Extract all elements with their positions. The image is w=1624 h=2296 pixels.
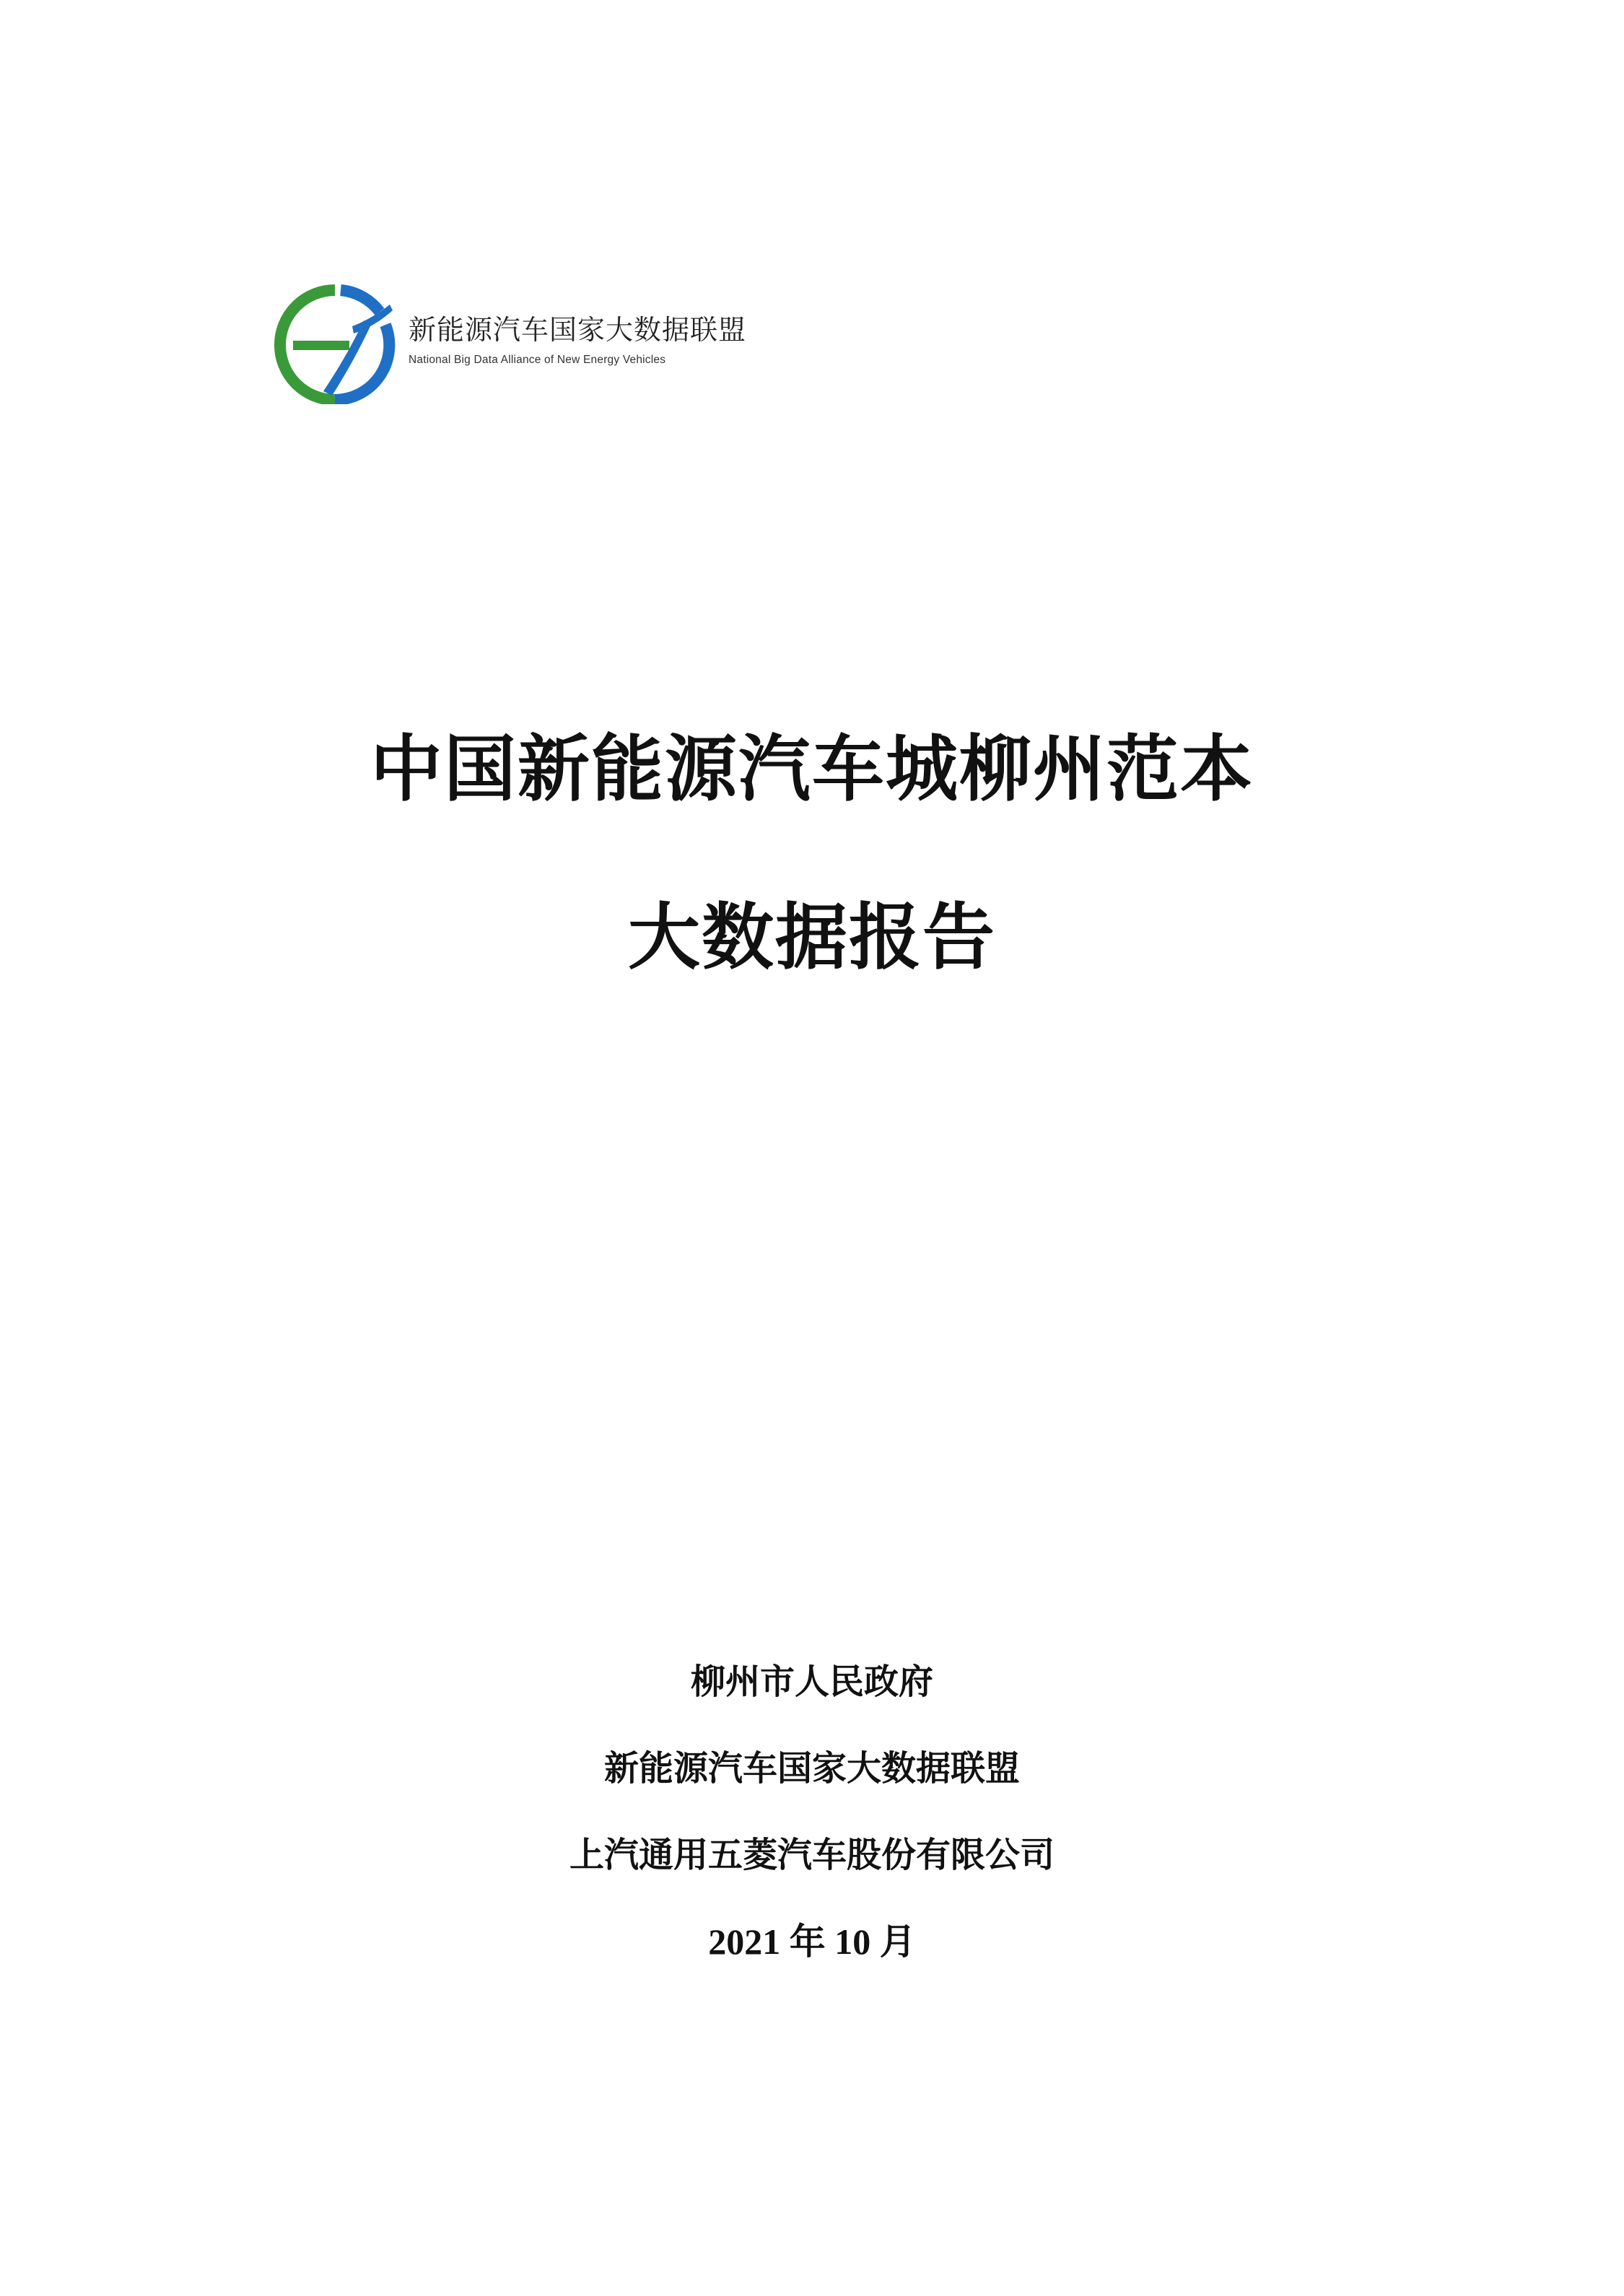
report-title-line-2: 大数据报告	[628, 895, 996, 979]
publisher-list	[0, 1660, 1624, 2007]
publisher-sgmw: 上汽通用五菱汽车股份有限公司	[569, 1835, 1055, 1875]
logo-english-name: National Big Data Alliance of New Energy Vehicles	[409, 354, 666, 366]
report-title-line-1: 中国新能源汽车城柳州范本	[370, 727, 1254, 811]
publisher-nev-alliance: 新能源汽车国家大数据联盟	[603, 1748, 1020, 1789]
publisher-liuzhou-government: 柳州市人民政府	[690, 1662, 933, 1702]
alliance-logo-header	[271, 277, 849, 407]
publication-date: 2021 年 10 月	[708, 1921, 916, 1962]
alliance-logo-icon	[271, 283, 398, 404]
logo-chinese-name: 新能源汽车国家大数据联盟	[409, 314, 747, 346]
